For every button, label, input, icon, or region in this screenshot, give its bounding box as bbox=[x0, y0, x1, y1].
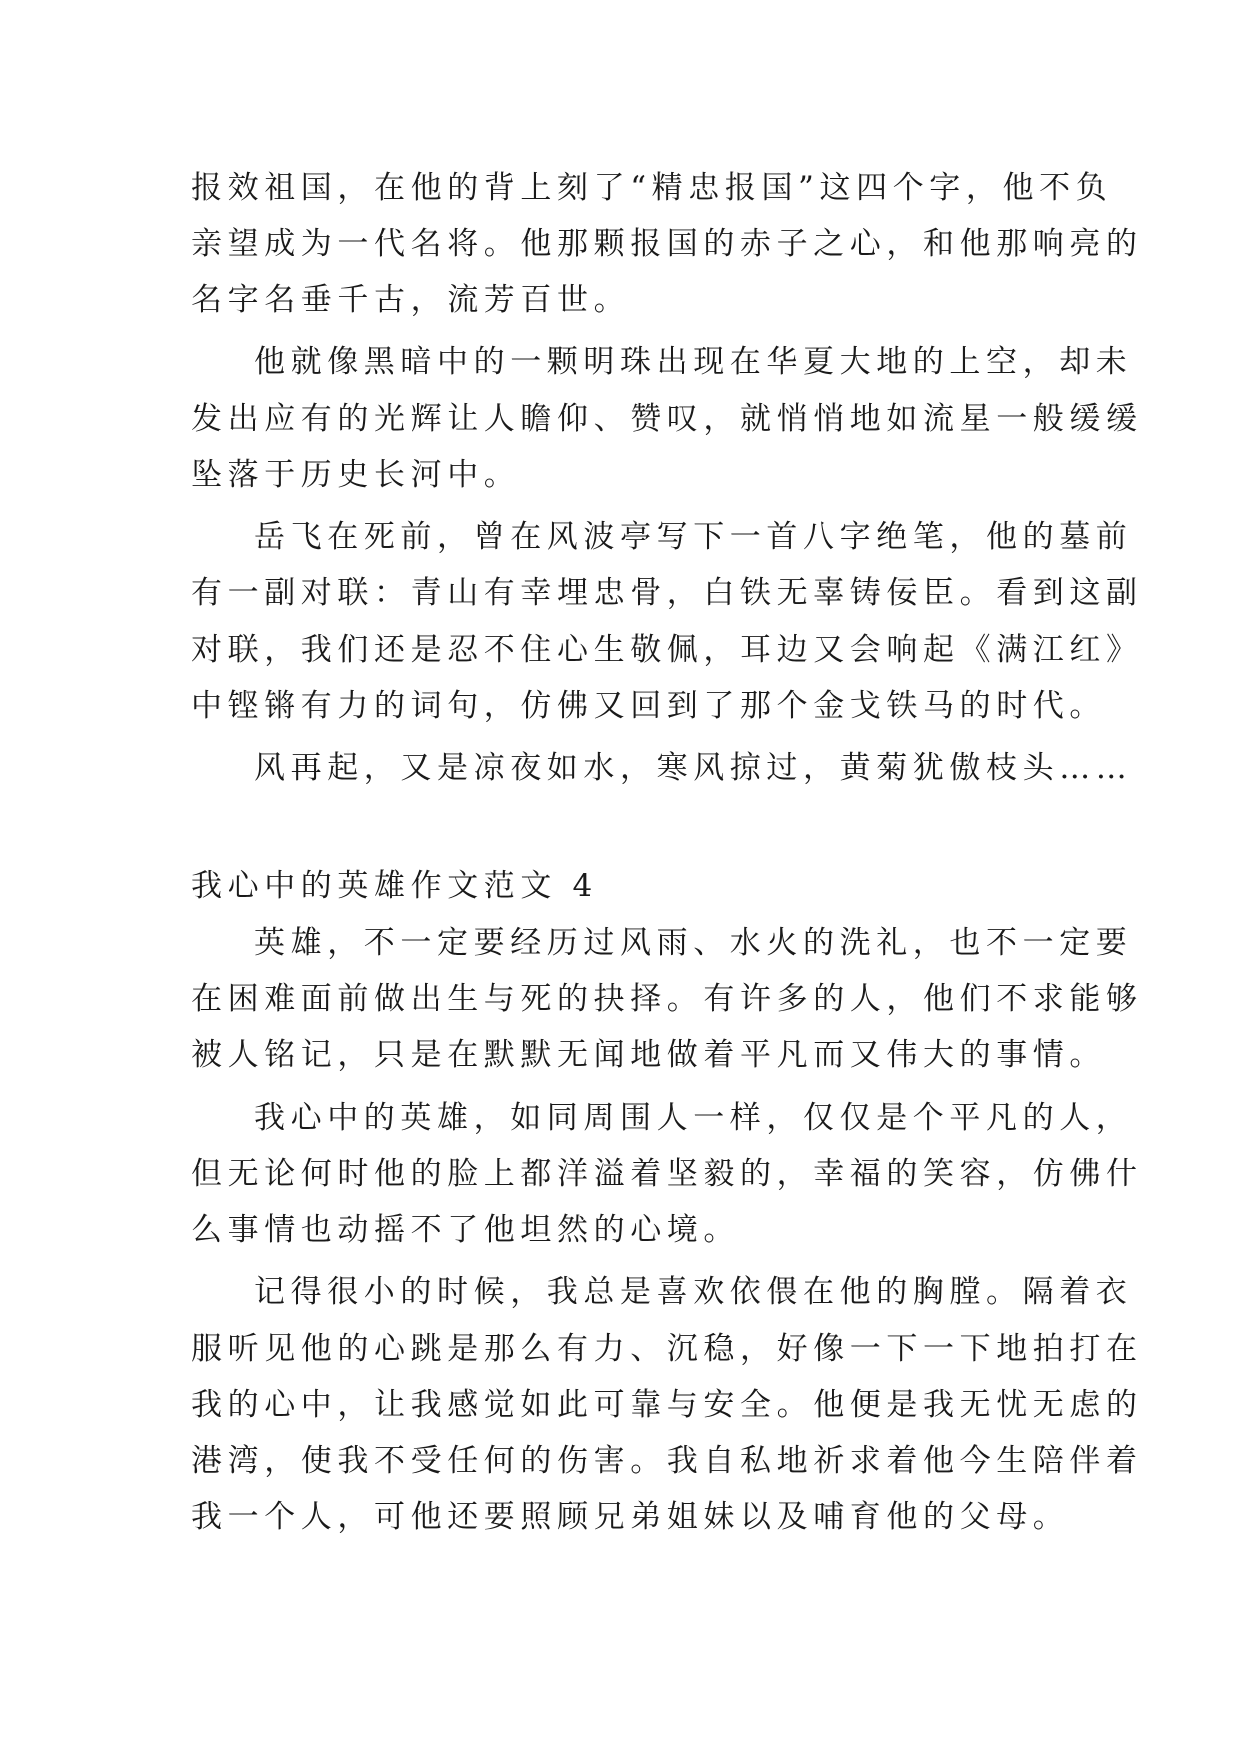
text-line: 有一副对联：青山有幸埋忠骨，白铁无辜铸佞臣。看到这副 bbox=[191, 575, 1143, 611]
paragraph-first-line: 岳飞在死前，曾在风波亭写下一首八字绝笔，他的墓前 bbox=[254, 519, 1133, 555]
text-line: 亲望成为一代名将。他那颗报国的赤子之心，和他那响亮的 bbox=[191, 226, 1143, 262]
text-line: 在困难面前做出生与死的抉择。有许多的人，他们不求能够 bbox=[191, 981, 1143, 1017]
text-line: 么事情也动摇不了他坦然的心境。 bbox=[191, 1212, 740, 1248]
paragraph-first-line: 风再起，又是凉夜如水，寒风掠过，黄菊犹傲枝头…… bbox=[254, 750, 1133, 786]
paragraph-first-line: 英雄，不一定要经历过风雨、水火的洗礼，也不一定要 bbox=[254, 925, 1133, 961]
text-line: 我的心中，让我感觉如此可靠与安全。他便是我无忧无虑的 bbox=[191, 1387, 1143, 1423]
text-line: 我一个人，可他还要照顾兄弟姐妹以及哺育他的父母。 bbox=[191, 1499, 1070, 1535]
paragraph-first-line: 他就像黑暗中的一颗明珠出现在华夏大地的上空，却未 bbox=[254, 344, 1133, 380]
text-line: 报效祖国，在他的背上刻了“精忠报国”这四个字，他不负 bbox=[191, 170, 1113, 206]
text-line: 中铿锵有力的词句，仿佛又回到了那个金戈铁马的时代。 bbox=[191, 688, 1106, 724]
section-heading: 我心中的英雄作文范文 4 bbox=[191, 868, 598, 904]
text-line: 服听见他的心跳是那么有力、沉稳，好像一下一下地拍打在 bbox=[191, 1331, 1143, 1367]
paragraph-first-line: 我心中的英雄，如同周围人一样，仅仅是个平凡的人， bbox=[254, 1100, 1133, 1136]
paragraph-first-line: 记得很小的时候，我总是喜欢依偎在他的胸膛。隔着衣 bbox=[254, 1274, 1133, 1310]
text-line: 被人铭记，只是在默默无闻地做着平凡而又伟大的事情。 bbox=[191, 1037, 1106, 1073]
text-line: 名字名垂千古，流芳百世。 bbox=[191, 282, 631, 318]
text-line: 对联，我们还是忍不住心生敬佩，耳边又会响起《满江红》 bbox=[191, 632, 1143, 668]
text-line: 发出应有的光辉让人瞻仰、赞叹，就悄悄地如流星一般缓缓 bbox=[191, 401, 1143, 437]
text-line: 坠落于历史长河中。 bbox=[191, 457, 521, 493]
text-line: 但无论何时他的脸上都洋溢着坚毅的，幸福的笑容，仿佛什 bbox=[191, 1156, 1143, 1192]
text-line: 港湾，使我不受任何的伤害。我自私地祈求着他今生陪伴着 bbox=[191, 1443, 1143, 1479]
